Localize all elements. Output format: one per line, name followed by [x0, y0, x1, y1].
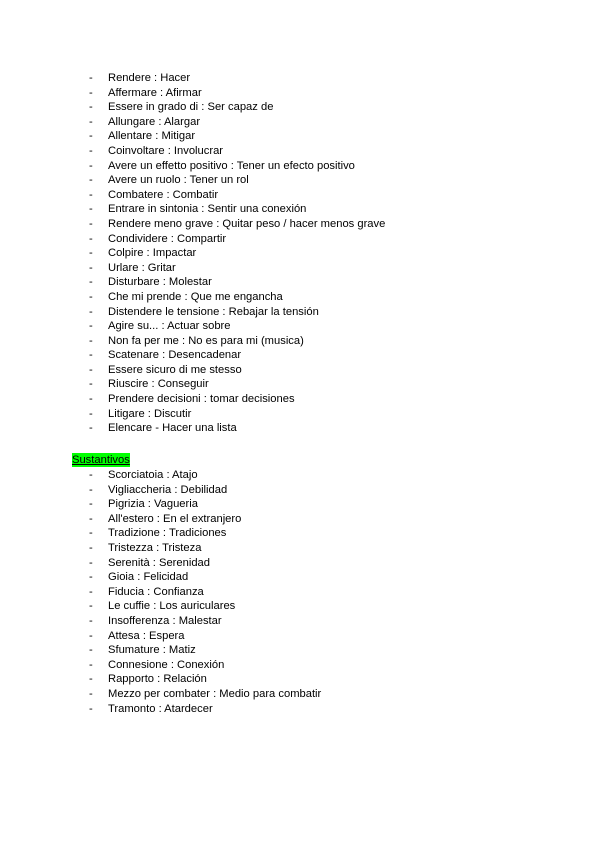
item-text: Combatere : Combatir	[108, 188, 219, 201]
dash-bullet: -	[89, 512, 93, 525]
list-item	[0, 421, 600, 436]
list-item	[0, 188, 600, 203]
list-item	[0, 599, 600, 614]
list-item	[0, 614, 600, 629]
dash-bullet: -	[89, 115, 93, 128]
dash-bullet: -	[89, 217, 93, 230]
list-item	[0, 392, 600, 407]
dash-bullet: -	[89, 305, 93, 318]
item-text: Allentare : Mitigar	[108, 130, 196, 143]
item-text: Elencare - Hacer una lista	[108, 422, 237, 435]
dash-bullet: -	[89, 483, 93, 496]
item-text: Le cuffie : Los auriculares	[108, 600, 236, 613]
item-text: Coinvoltare : Involucrar	[108, 144, 224, 157]
item-text: Distendere le tensione : Rebajar la tensión	[108, 305, 319, 318]
item-text: Insofferenza : Malestar	[108, 614, 222, 627]
dash-bullet: -	[89, 585, 93, 598]
dash-bullet: -	[89, 159, 93, 172]
dash-bullet: -	[89, 644, 93, 657]
dash-bullet: -	[89, 422, 93, 435]
item-text: Essere in grado di : Ser capaz de	[108, 101, 274, 114]
list-item	[0, 173, 600, 188]
list-item	[0, 129, 600, 144]
dash-bullet: -	[89, 702, 93, 715]
list-item	[0, 115, 600, 130]
list-item	[0, 672, 600, 687]
dash-bullet: -	[89, 600, 93, 613]
item-text: Pigrizia : Vagueria	[108, 498, 198, 511]
item-text: Avere un effetto positivo : Tener un efecto positivo	[108, 159, 355, 172]
item-text: Urlare : Gritar	[108, 261, 176, 274]
list-item	[0, 497, 600, 512]
dash-bullet: -	[89, 363, 93, 376]
list-item	[0, 159, 600, 174]
item-text: Mezzo per combater : Medio para combatir	[108, 687, 322, 700]
dash-bullet: -	[89, 232, 93, 245]
nouns-list	[0, 468, 600, 716]
list-item	[0, 348, 600, 363]
list-item	[0, 585, 600, 600]
item-text: Tramonto : Atardecer	[108, 702, 213, 715]
list-item	[0, 202, 600, 217]
list-item	[0, 658, 600, 673]
dash-bullet: -	[89, 541, 93, 554]
list-item	[0, 232, 600, 247]
dash-bullet: -	[89, 393, 93, 406]
list-item	[0, 687, 600, 702]
item-text: Scorciatoia : Atajo	[108, 469, 198, 481]
item-text: Agire su... : Actuar sobre	[108, 320, 231, 333]
list-item	[0, 407, 600, 422]
list-item	[0, 526, 600, 541]
item-text: Condividere : Compartir	[108, 232, 227, 245]
list-item	[0, 643, 600, 658]
dash-bullet: -	[89, 614, 93, 627]
list-item	[0, 100, 600, 115]
item-text: All'estero : En el extranjero	[108, 512, 242, 525]
dash-bullet: -	[89, 527, 93, 540]
item-text: Allungare : Alargar	[108, 115, 201, 128]
dash-bullet: -	[89, 261, 93, 274]
item-text: Sfumature : Matiz	[108, 644, 196, 657]
dash-bullet: -	[89, 378, 93, 391]
item-text: Colpire : Impactar	[108, 247, 197, 260]
dash-bullet: -	[89, 72, 93, 84]
item-text: Riuscire : Conseguir	[108, 378, 209, 391]
item-text: Essere sicuro di me stesso	[108, 363, 242, 376]
item-text: Rendere : Hacer	[108, 72, 191, 84]
list-item	[0, 512, 600, 527]
item-text: Che mi prende : Que me engancha	[108, 290, 283, 303]
list-item	[0, 305, 600, 320]
list-item	[0, 246, 600, 261]
verbs-list	[0, 71, 600, 436]
dash-bullet: -	[89, 290, 93, 303]
item-text: Affermare : Afirmar	[108, 86, 202, 99]
item-text: Serenità : Serenidad	[108, 556, 210, 569]
dash-bullet: -	[89, 144, 93, 157]
list-item	[0, 629, 600, 644]
dash-bullet: -	[89, 673, 93, 686]
dash-bullet: -	[89, 130, 93, 143]
dash-bullet: -	[89, 247, 93, 260]
dash-bullet: -	[89, 188, 93, 201]
dash-bullet: -	[89, 469, 93, 481]
list-item	[0, 468, 600, 483]
item-text: Rendere meno grave : Quitar peso / hacer menos grave	[108, 217, 386, 230]
item-text: Entrare in sintonia : Sentir una conexión	[108, 203, 307, 216]
list-item	[0, 702, 600, 717]
dash-bullet: -	[89, 320, 93, 333]
dash-bullet: -	[89, 629, 93, 642]
item-text: Non fa per me : No es para mi (musica)	[108, 334, 304, 347]
item-text: Prendere decisioni : tomar decisiones	[108, 393, 295, 406]
list-item	[0, 377, 600, 392]
list-item	[0, 319, 600, 334]
dash-bullet: -	[89, 571, 93, 584]
list-item	[0, 483, 600, 498]
list-item	[0, 86, 600, 101]
dash-bullet: -	[89, 407, 93, 420]
item-text: Tristezza : Tristeza	[108, 541, 202, 554]
list-item	[0, 144, 600, 159]
dash-bullet: -	[89, 86, 93, 99]
dash-bullet: -	[89, 498, 93, 511]
dash-bullet: -	[89, 658, 93, 671]
list-item	[0, 71, 600, 86]
item-text: Litigare : Discutir	[108, 407, 192, 420]
list-item	[0, 541, 600, 556]
item-text: Rapporto : Relación	[108, 673, 207, 686]
dash-bullet: -	[89, 276, 93, 289]
item-text: Attesa : Espera	[108, 629, 185, 642]
list-item	[0, 363, 600, 378]
dash-bullet: -	[89, 174, 93, 187]
item-text: Gioia : Felicidad	[108, 571, 189, 584]
list-item	[0, 261, 600, 276]
item-text: Disturbare : Molestar	[108, 276, 212, 289]
dash-bullet: -	[89, 349, 93, 362]
item-text: Fiducia : Confianza	[108, 585, 204, 598]
list-item	[0, 275, 600, 290]
item-text: Tradizione : Tradiciones	[108, 527, 227, 540]
list-item	[0, 570, 600, 585]
nouns-heading: Sustantivos	[72, 454, 130, 466]
item-text: Avere un ruolo : Tener un rol	[108, 174, 249, 187]
item-text: Vigliaccheria : Debilidad	[108, 483, 228, 496]
list-item	[0, 556, 600, 571]
item-text: Scatenare : Desencadenar	[108, 349, 242, 362]
dash-bullet: -	[89, 334, 93, 347]
dash-bullet: -	[89, 687, 93, 700]
dash-bullet: -	[89, 556, 93, 569]
list-item	[0, 334, 600, 349]
list-item	[0, 217, 600, 232]
dash-bullet: -	[89, 203, 93, 216]
item-text: Connesione : Conexión	[108, 658, 225, 671]
list-item	[0, 290, 600, 305]
dash-bullet: -	[89, 101, 93, 114]
